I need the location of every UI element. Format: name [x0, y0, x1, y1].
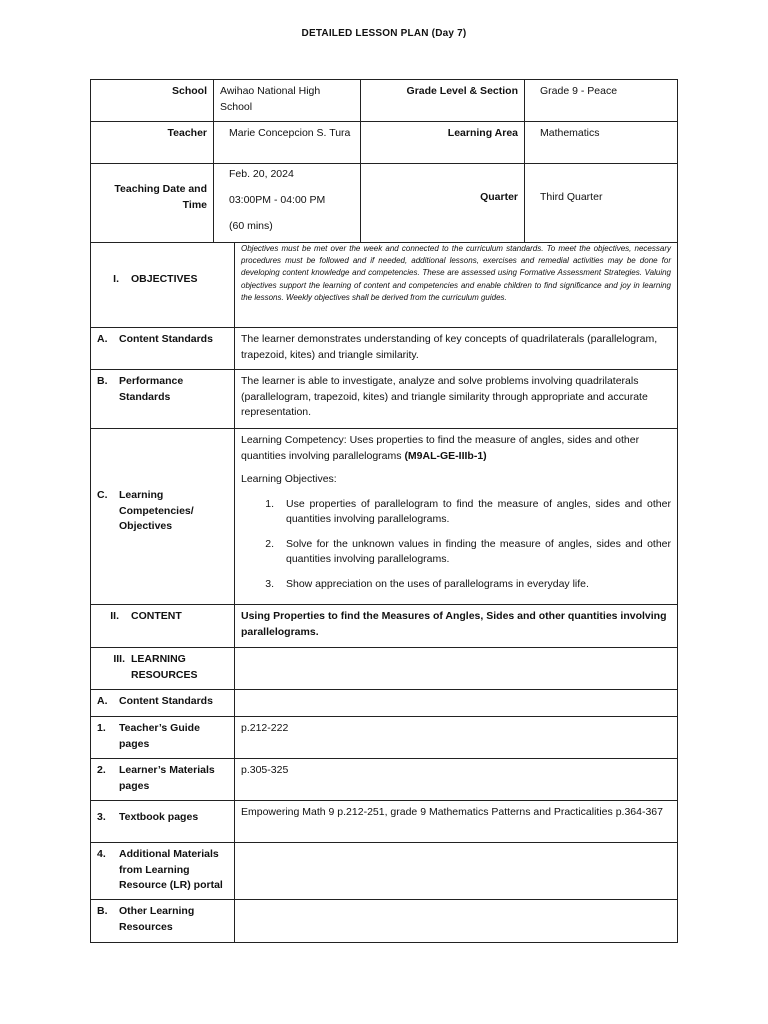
performance-standards-value-cell	[234, 369, 678, 429]
teacher-label-cell	[90, 121, 214, 164]
area-label: Learning Area	[447, 127, 518, 139]
performance-standards-value: The learner is able to investigate, analyze and solve problems involving quadrilaterals (parallelogram, trapezoid, kites) and triangle similarity through appropriate and accurate representation.	[241, 375, 648, 418]
list-item-num: 2.	[265, 537, 274, 550]
resource-label: Additional Materials from Learning Resource (LR) portal	[119, 848, 223, 891]
learning-resources-label-cell	[90, 647, 235, 690]
area-label-cell	[360, 121, 525, 164]
objectives-description-cell	[234, 242, 678, 328]
list-item-num: 1.	[265, 497, 274, 510]
resource-value-cell	[234, 899, 678, 943]
learning-resources-value-cell	[234, 647, 678, 690]
resource-num: 4.	[97, 848, 106, 860]
performance-standards-num: B.	[97, 375, 108, 387]
date-label-cell	[90, 163, 214, 243]
objectives-label-cell	[90, 242, 235, 328]
teacher-label: Teacher	[167, 127, 207, 139]
content-standards-value-cell	[234, 327, 678, 370]
content-label: CONTENT	[131, 610, 182, 622]
duration-value: (60 mins)	[229, 220, 273, 232]
quarter-label-cell	[360, 163, 525, 243]
content-standards-label-cell	[90, 327, 235, 370]
resource-value: Empowering Math 9 p.212-251, grade 9 Mathematics Patterns and Practicalities p.364-367	[241, 806, 663, 818]
school-value: Awihao National High School	[220, 85, 321, 113]
resource-label: Learner’s Materials pages	[119, 764, 215, 792]
quarter-value: Third Quarter	[540, 191, 603, 203]
objectives-num: I.	[113, 273, 119, 285]
resource-label: Other Learning Resources	[119, 905, 195, 933]
grade-value-cell	[524, 79, 678, 122]
performance-standards-label: Performance Standards	[119, 375, 184, 403]
date-value-cell	[213, 163, 361, 243]
teacher-value: Marie Concepcion S. Tura	[229, 127, 351, 139]
resource-value-cell	[234, 689, 678, 717]
school-label-cell	[90, 79, 214, 122]
competencies-label: Learning Competencies/ Objectives	[119, 489, 194, 532]
resource-value: p.305-325	[241, 764, 289, 776]
time-value: 03:00PM - 04:00 PM	[229, 194, 326, 206]
resource-label-cell	[90, 716, 235, 759]
resource-value-cell	[234, 800, 678, 843]
resource-label-cell	[90, 842, 235, 900]
resource-value-cell	[234, 842, 678, 900]
school-value-cell	[213, 79, 361, 122]
resource-label-cell	[90, 899, 235, 943]
content-label-cell	[90, 604, 235, 648]
content-standards-value: The learner demonstrates understanding of key concepts of quadrilaterals (parallelogram, trapezoid, kites) and triangle similarity.	[241, 333, 658, 361]
performance-standards-label-cell	[90, 369, 235, 429]
learning-competency	[241, 433, 671, 464]
date-label: Teaching Date and Time	[114, 183, 207, 211]
grade-label-cell	[360, 79, 525, 122]
document-title: DETAILED LESSON PLAN (Day 7)	[301, 28, 467, 39]
list-item-text: Show appreciation on the uses of parallelograms in everyday life.	[286, 577, 589, 590]
competencies-label-cell	[90, 428, 235, 605]
learning-competency-code: (M9AL-GE-IIIb-1)	[404, 449, 487, 462]
resource-num: 3.	[97, 811, 106, 823]
content-num: II.	[110, 610, 119, 622]
list-item-num: 3.	[265, 577, 274, 590]
content-value: Using Properties to find the Measures of Angles, Sides and other quantities involving parallelograms.	[241, 610, 667, 638]
grade-value: Grade 9 - Peace	[540, 85, 618, 97]
resource-label-cell	[90, 758, 235, 801]
date-value: Feb. 20, 2024	[229, 168, 294, 180]
resource-label: Textbook pages	[119, 811, 199, 823]
resource-value-cell	[234, 758, 678, 801]
learning-resources-label: LEARNING RESOURCES	[131, 653, 198, 681]
teacher-value-cell	[213, 121, 361, 164]
competencies-value-cell	[234, 428, 678, 605]
resource-num: 2.	[97, 764, 106, 776]
resource-value-cell	[234, 716, 678, 759]
resource-label-cell	[90, 800, 235, 843]
objectives-label: OBJECTIVES	[131, 273, 198, 285]
resource-label-cell	[90, 689, 235, 717]
resource-num: A.	[97, 695, 108, 707]
objectives-description: Objectives must be met over the week and connected to the curriculum standards. To meet the objectives, necessary procedures must be followed and if needed, additional lessons, exercises and remedial activities may be done for developing content knowledge and competencies. These are assessed using Formative Assessment Strategies. Valuing objectives support the learning of content and competencies and enable children to find significance and joy in learning the lessons. Weekly objectives shall be derived from the curriculum guides.	[241, 244, 671, 302]
school-label: School	[171, 85, 207, 97]
competencies-num: C.	[97, 489, 108, 501]
quarter-label: Quarter	[480, 191, 518, 203]
learning-competency-text: Learning Competency: Uses properties to find the measure of angles, sides and other quantities involving parallelograms	[241, 434, 640, 462]
resource-num: 1.	[97, 722, 106, 734]
grade-label: Grade Level & Section	[406, 85, 518, 97]
resource-label: Teacher’s Guide pages	[119, 722, 200, 750]
learning-resources-num: III.	[113, 653, 125, 665]
resource-num: B.	[97, 905, 108, 917]
resource-label: Content Standards	[119, 695, 213, 707]
list-item	[241, 577, 671, 593]
content-standards-label: Content Standards	[119, 333, 213, 345]
list-item	[241, 537, 671, 568]
list-item-text: Solve for the unknown values in finding the measure of angles, sides and other quantities involving parallelograms.	[286, 537, 671, 565]
quarter-value-cell	[524, 163, 678, 243]
area-value-cell	[524, 121, 678, 164]
resource-value: p.212-222	[241, 722, 289, 734]
learning-objectives-heading: Learning Objectives:	[241, 473, 337, 485]
content-standards-num: A.	[97, 333, 108, 345]
list-item-text: Use properties of parallelogram to find the measure of angles, sides and other quantities involving parallelograms.	[286, 497, 671, 525]
content-value-cell	[234, 604, 678, 648]
area-value: Mathematics	[540, 127, 600, 139]
list-item	[241, 497, 671, 528]
